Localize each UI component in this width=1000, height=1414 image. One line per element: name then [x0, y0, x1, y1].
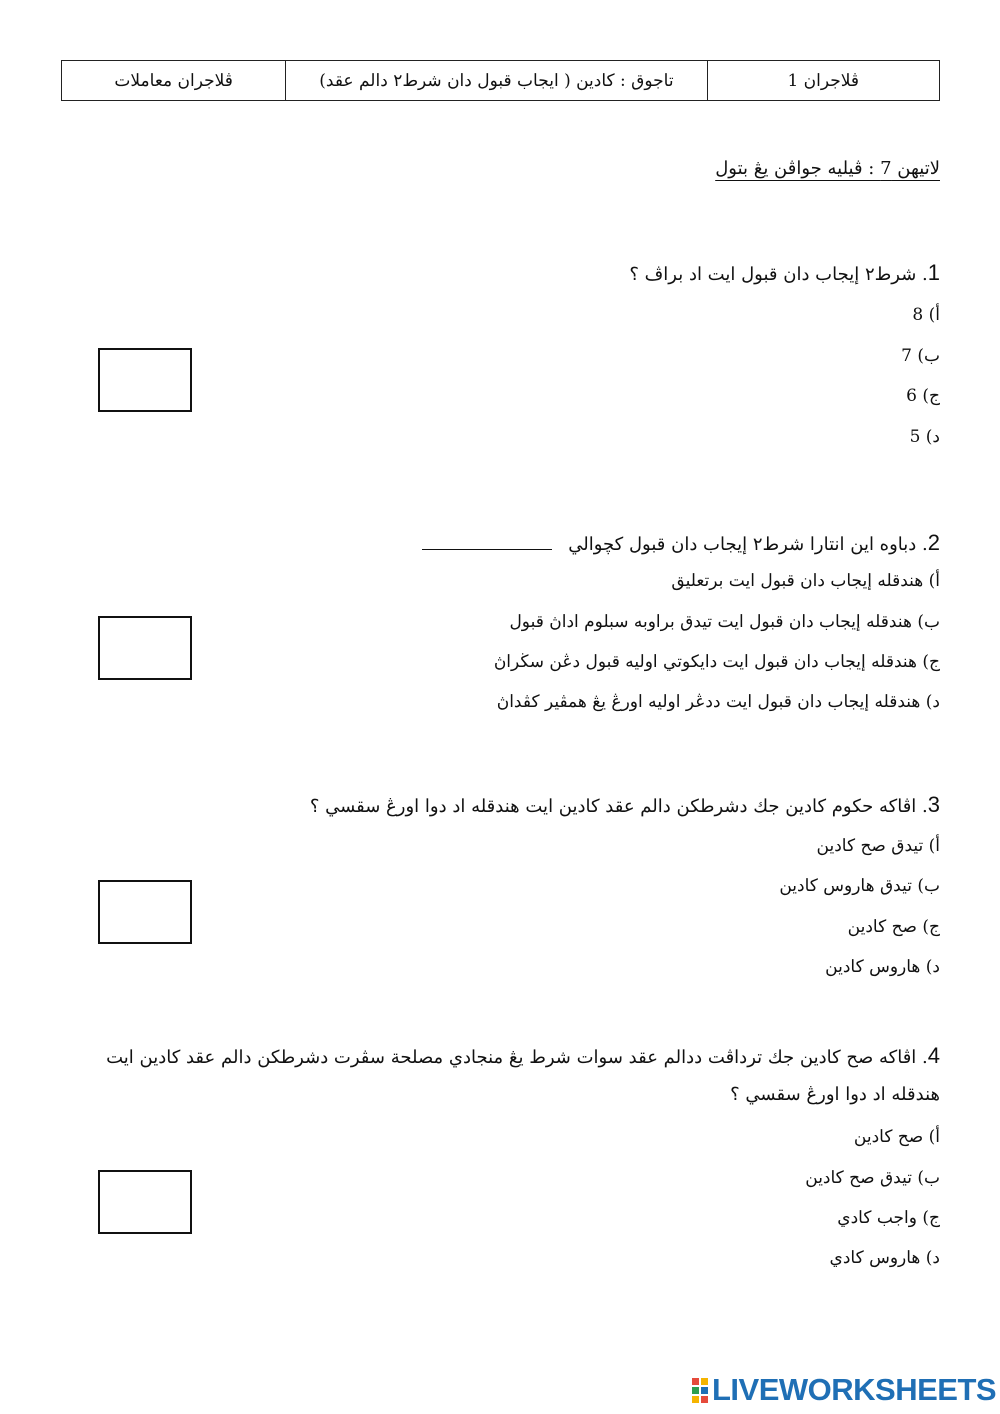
question-number: 4 [927, 1043, 940, 1068]
fill-blank-line [422, 548, 552, 550]
q2-option-a: أ) هندقله إيجاب دان قبول ايت برتعليق [671, 571, 940, 591]
q3-option-d: د) هاروس كادين [825, 957, 940, 977]
q4-answer-box[interactable] [98, 1170, 192, 1234]
q1-option-a: أ) 8 [912, 305, 940, 325]
q2-option-c: ج) هندقله إيجاب دان قبول ايت دايكوتي اوليه قبول دڠن سڬراڽ [493, 652, 940, 672]
question-stem: . اڤاكه حكوم كادين جك دشرطكن دالم عقد كادين ايت هندقله اد دوا اورڠ سقسي ؟ [309, 796, 928, 817]
liveworksheets-logo-text: LIVEWORKSHEETS [712, 1372, 997, 1407]
question-stem: . اڤاكه صح كادين جك ترداڤت ددالم عقد سوات شرط يڠ منجادي مصلحة سڤرت دشرطكن دالم عقد كادين ايت [106, 1047, 928, 1068]
liveworksheets-logo [692, 1373, 996, 1407]
q3-option-a: أ) تيدق صح كادين [816, 836, 940, 856]
q4-option-b: ب) تيدق صح كادين [805, 1168, 940, 1188]
q2-option-d: د) هندقله إيجاب دان قبول ايت ددڠر اوليه اورڠ يڠ همڤير كڤداڽ [496, 692, 940, 712]
q2-option-b: ب) هندقله إيجاب دان قبول ايت تيدق براوبه سبلوم اداڽ قبول [509, 612, 940, 632]
question-stem: . دباوه اين انتارا شرط٢ إيجاب دان قبول كچوالي [568, 534, 928, 555]
q4-option-a: أ) صح كادين [853, 1127, 940, 1147]
liveworksheets-logo-icon [692, 1378, 708, 1403]
q2-answer-box[interactable] [98, 616, 192, 680]
q1-option-d: د) 5 [909, 427, 940, 447]
question-2-text [422, 530, 940, 556]
header-topic-cell: تاجوق : كادين ( ايجاب قبول دان شرط٢ دالم عقد) [286, 61, 707, 101]
question-3-text [310, 792, 940, 818]
q1-option-c: ج) 6 [906, 386, 940, 406]
q1-option-b: ب) 7 [901, 346, 940, 366]
question-number: 3 [927, 792, 940, 817]
question-4-text-line-1 [106, 1043, 940, 1069]
header-lesson-cell: ڤلاجران 1 [707, 61, 939, 101]
question-4-text-line-2: هندقله اد دوا اورڠ سقسي ؟ [730, 1084, 940, 1105]
header-table [61, 60, 940, 101]
q3-option-b: ب) تيدق هاروس كادين [779, 876, 940, 896]
question-1-text [629, 260, 940, 286]
question-number: 1 [927, 260, 940, 285]
q3-option-c: ج) صح كادين [847, 917, 940, 937]
exercise-title: لاتيهن 7 : ڤيليه جواڤن يڠ بتول [715, 158, 940, 179]
q4-option-d: د) هاروس كادي [829, 1248, 940, 1268]
q4-option-c: ج) واجب كادي [837, 1208, 940, 1228]
q3-answer-box[interactable] [98, 880, 192, 944]
header-subject-cell: ڤلاجران معاملات [62, 61, 286, 101]
q1-answer-box[interactable] [98, 348, 192, 412]
question-stem: . شرط٢ إيجاب دان قبول ايت اد براڤ ؟ [629, 264, 928, 285]
question-number: 2 [927, 530, 940, 555]
